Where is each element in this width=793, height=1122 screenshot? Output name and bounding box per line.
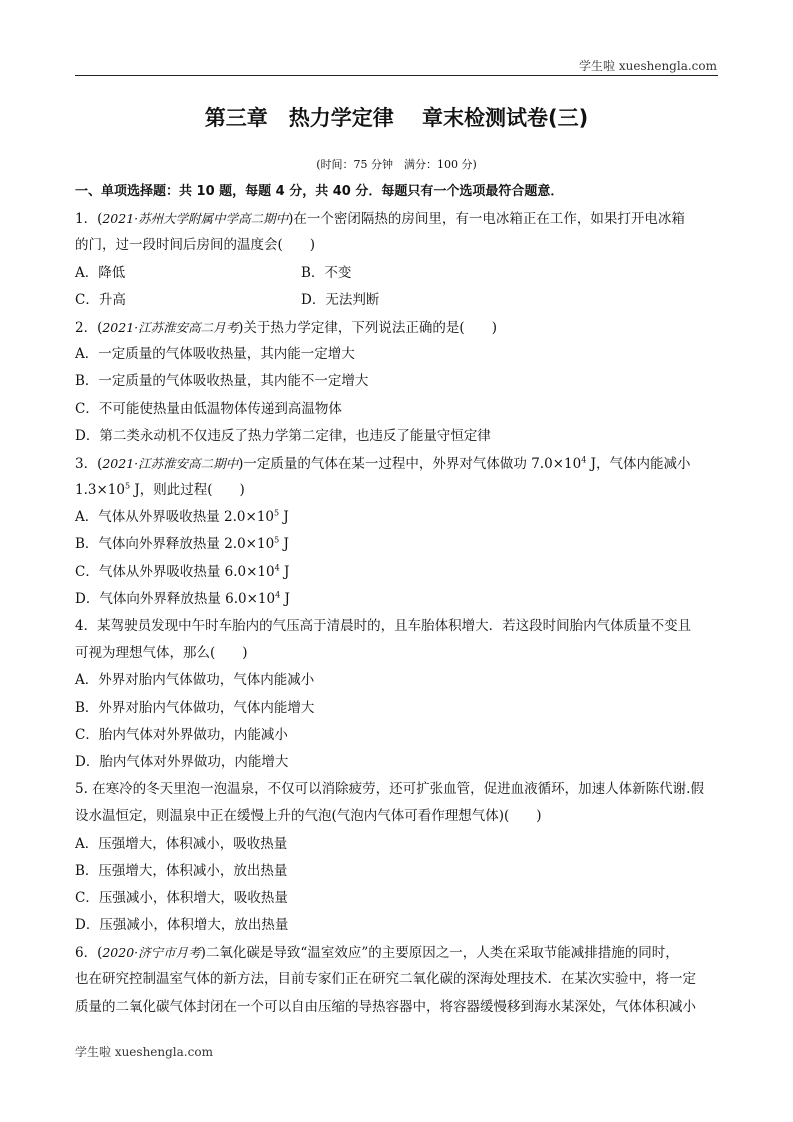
page-title: 第三章 热力学定律 章末检测试卷(三): [204, 106, 589, 130]
option-text: D．气体向外界释放热量 6.0×10: [75, 590, 276, 607]
question-text-cont: J，则此过程( ): [130, 482, 245, 499]
question-source: 2021·江苏淮安高二期中: [102, 455, 239, 471]
option-a: [75, 504, 720, 531]
option-d: D．胎内气体对外界做功，内能增大: [75, 753, 289, 770]
exponent: 5: [274, 508, 280, 518]
question-6-stem-cont: 也在研究控制温室气体的新方法，目前专家们正在研究二氧化碳的深海处理技术．在某次实验中，将一定: [75, 971, 696, 988]
section-heading: 一、单项选择题：共 10 题，每题 4 分，共 40 分．每题只有一个选项最符合题意．: [75, 184, 564, 199]
option-c: C．不可能使热量由低温物体传递到高温物体: [75, 400, 342, 417]
question-source: 2020·济宁市月考: [102, 945, 201, 961]
exponent: 5: [274, 535, 280, 545]
question-1-options-row-1: [75, 260, 720, 287]
option-d: D．无法判断: [301, 291, 380, 308]
exponent: 4: [581, 455, 587, 465]
option-unit: J: [279, 563, 290, 580]
option-text: C．气体从外界吸收热量 6.0×10: [75, 563, 275, 580]
option-a: A．压强增大，体积减小，吸收热量: [75, 835, 288, 852]
option-a: A．降低: [75, 264, 126, 281]
question-text: )一定质量的气体在某一过程中，外界对气体做功 7.0×10: [238, 455, 582, 472]
question-source: 2021·苏州大学附属中学高二期中: [102, 211, 289, 227]
option-b: B．外界对胎内气体做功，气体内能增大: [75, 699, 315, 716]
question-4-stem-cont: 可视为理想气体，那么( ): [75, 645, 248, 662]
question-text-cont: J，气体内能减小: [586, 455, 691, 472]
question-text: )在一个密闭隔热的房间里，有一电冰箱正在工作，如果打开电冰箱: [288, 211, 685, 228]
exponent: 4: [275, 590, 281, 600]
exponent: 4: [274, 563, 280, 573]
question-number: 2．(: [75, 319, 103, 336]
option-c: [75, 559, 720, 586]
option-text: B．气体向外界释放热量 2.0×10: [75, 536, 275, 553]
option-unit: J: [280, 590, 290, 607]
header-divider: [75, 75, 718, 76]
question-1-options-row-2: [75, 287, 720, 314]
option-b: B．一定质量的气体吸收热量，其内能不一定增大: [75, 373, 369, 390]
question-3-stem: [75, 450, 720, 477]
question-3-stem-cont: [75, 477, 720, 504]
question-6-stem-cont: 质量的二氧化碳气体封闭在一个可以自由压缩的导热容器中，将容器缓慢移到海水某深处，气体体积减小: [75, 998, 696, 1015]
question-5-stem-cont: 设水温恒定，则温泉中正在缓慢上升的气泡(气泡内气体可看作理想气体)( ): [75, 808, 542, 825]
option-a: A．一定质量的气体吸收热量，其内能一定增大: [75, 346, 355, 363]
question-1-stem: [75, 205, 720, 232]
question-4-stem: 4．某驾驶员发现中午时车胎内的气压高于清晨时的，且车胎体积增大．若这段时间胎内气体质量不变且: [75, 618, 692, 634]
question-6-stem: [75, 939, 720, 966]
question-text: )关于热力学定律，下列说法正确的是( ): [238, 319, 497, 336]
question-number: 1．(: [75, 211, 103, 228]
option-unit: J: [279, 509, 289, 526]
option-d: D．第二类永动机不仅违反了热力学第二定律，也违反了能量守恒定律: [75, 427, 491, 444]
option-a: A．外界对胎内气体做功，气体内能减小: [75, 672, 315, 689]
exam-time-score: (时间：75 分钟 满分：100 分): [316, 158, 477, 171]
question-source: 2021·江苏淮安高二月考: [102, 319, 239, 335]
option-b: B．压强增大，体积减小，放出热量: [75, 862, 288, 879]
option-b: [75, 531, 720, 558]
question-number: 6．(: [75, 945, 103, 962]
question-5-stem: 5. 在寒冷的冬天里泡一泡温泉，不仅可以消除疲劳，还可扩张血管，促进血液循环，加速人体新陈代谢.假: [75, 781, 704, 798]
question-1-stem-cont: 的门，过一段时间后房间的温度会( ): [75, 237, 316, 254]
option-c: C．胎内气体对外界做功，内能减小: [75, 726, 288, 743]
option-b: B．不变: [301, 264, 352, 281]
option-text: A．气体从外界吸收热量 2.0×10: [75, 509, 274, 526]
option-d: D．压强减小，体积增大，放出热量: [75, 917, 289, 934]
option-c: C．压强减小，体积增大，吸收热量: [75, 889, 288, 906]
question-text: )二氧化碳是导致“温室效应”的主要原因之一，人类在采取节能减排措施的同时，: [200, 945, 679, 962]
question-text: 1.3×10: [75, 482, 125, 499]
header-site-text: 学生啦 xueshengla.com: [579, 59, 717, 73]
question-number: 3．(: [75, 455, 103, 472]
option-c: C．升高: [75, 291, 126, 308]
exam-content: [75, 178, 720, 1021]
exponent: 5: [124, 481, 131, 491]
question-2-stem: [75, 314, 720, 341]
footer-site-text: 学生啦 xueshengla.com: [75, 1045, 213, 1059]
option-d: [75, 586, 720, 613]
option-unit: J: [279, 536, 289, 553]
